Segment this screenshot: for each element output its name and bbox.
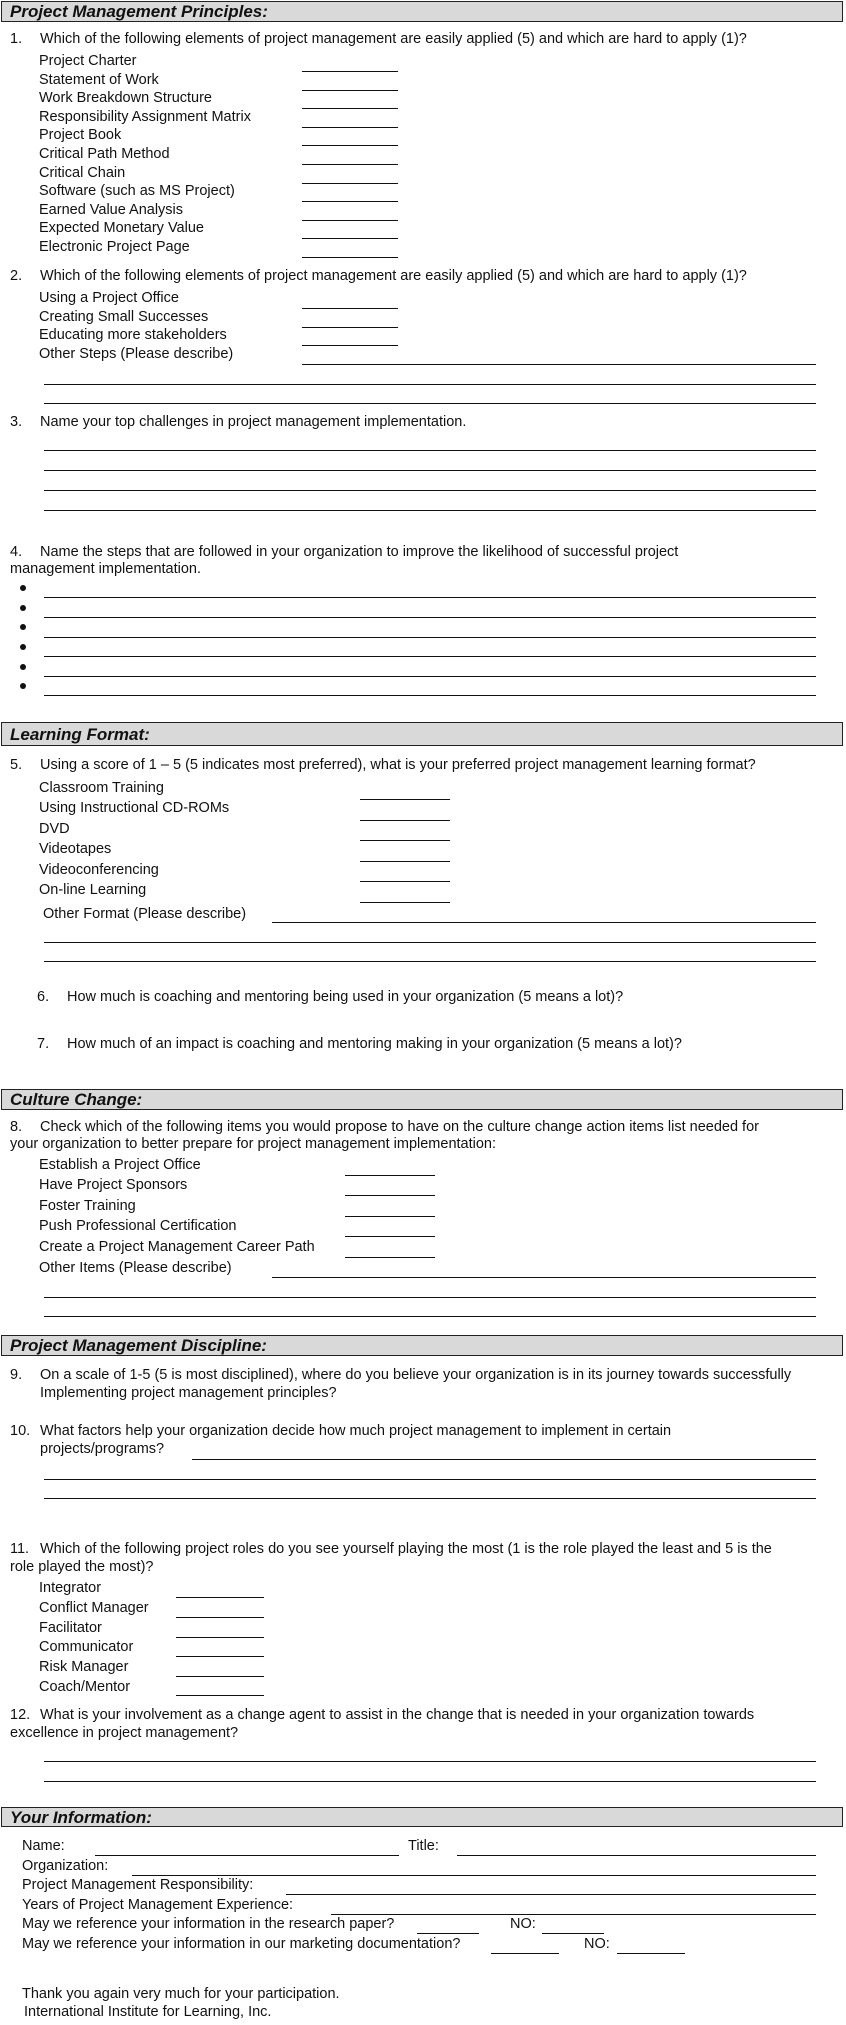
q1-item-label: Electronic Project Page <box>39 239 190 255</box>
question-number: 4. <box>10 544 23 560</box>
question-8-text: Check which of the following items you would propose to have on the culture change action items list needed for <box>40 1119 759 1135</box>
question-12-text-cont: excellence in project management? <box>10 1725 239 1741</box>
answer-line[interactable] <box>44 676 816 677</box>
question-1-text: Which of the following elements of project management are easily applied (5) and which are hard to apply (1)? <box>40 31 747 47</box>
thank-you-text: Thank you again very much for your participation. <box>22 1986 340 2002</box>
q2-item-label: Educating more stakeholders <box>39 327 227 343</box>
question-9-text-cont: Implementing project management principles? <box>40 1385 337 1401</box>
q11-item-label: Coach/Mentor <box>39 1679 131 1695</box>
answer-blank[interactable] <box>302 71 398 72</box>
answer-blank[interactable] <box>176 1676 264 1677</box>
q1-item-label: Earned Value Analysis <box>39 202 184 218</box>
answer-line[interactable] <box>272 1277 816 1278</box>
question-number: 2. <box>10 268 23 284</box>
q8-item-label: Establish a Project Office <box>39 1157 201 1173</box>
q5-other-label: Other Format (Please describe) <box>43 906 247 922</box>
bullet-icon <box>20 605 26 611</box>
answer-blank[interactable] <box>176 1597 264 1598</box>
answer-line[interactable] <box>272 922 816 923</box>
q8-item-label: Push Professional Certification <box>39 1218 237 1234</box>
question-4-text-cont: management implementation. <box>10 561 202 577</box>
responsibility-field[interactable] <box>286 1894 816 1895</box>
answer-line[interactable] <box>44 1498 816 1499</box>
q1-item-label: Statement of Work <box>39 72 159 88</box>
q1-item-label: Critical Path Method <box>39 146 170 162</box>
answer-blank[interactable] <box>302 164 398 165</box>
section-header-your-information <box>1 1807 843 1827</box>
experience-field[interactable] <box>331 1914 816 1915</box>
answer-line[interactable] <box>44 450 816 451</box>
answer-blank[interactable] <box>360 861 450 862</box>
q1-item-label: Project Book <box>39 127 122 143</box>
answer-line[interactable] <box>44 1316 816 1317</box>
answer-line[interactable] <box>44 942 816 943</box>
section-title: Project Management Discipline: <box>10 1336 267 1355</box>
question-4-text: Name the steps that are followed in your organization to improve the likelihood of successful project <box>40 544 679 560</box>
answer-blank[interactable] <box>302 183 398 184</box>
q8-item-label: Create a Project Management Career Path <box>39 1239 315 1255</box>
answer-blank[interactable] <box>360 840 450 841</box>
answer-line[interactable] <box>44 1761 816 1762</box>
answer-blank[interactable] <box>176 1637 264 1638</box>
answer-line[interactable] <box>44 510 816 511</box>
organization-label: Organization: <box>22 1858 109 1874</box>
section-header-learning-format <box>1 722 843 746</box>
experience-label: Years of Project Management Experience: <box>22 1897 294 1913</box>
question-number: 6. <box>37 989 50 1005</box>
section-header-project-management-principles <box>1 1 843 22</box>
q1-item-label: Responsibility Assignment Matrix <box>39 109 251 125</box>
answer-line[interactable] <box>44 637 816 638</box>
question-2-text: Which of the following elements of project management are easily applied (5) and which are hard to apply (1)? <box>40 268 747 284</box>
question-number: 12. <box>10 1707 31 1723</box>
question-7-text: How much of an impact is coaching and mentoring making in your organization (5 means a lot)? <box>67 1036 682 1052</box>
title-field[interactable] <box>457 1855 816 1856</box>
reference-research-yes-field[interactable] <box>417 1933 479 1934</box>
question-number: 5. <box>10 757 23 773</box>
answer-blank[interactable] <box>176 1656 264 1657</box>
answer-blank[interactable] <box>360 820 450 821</box>
organization-field[interactable] <box>132 1875 816 1876</box>
answer-blank[interactable] <box>360 902 450 903</box>
title-label: Title: <box>408 1838 439 1854</box>
section-title: Learning Format: <box>10 725 150 744</box>
q5-item-label: On-line Learning <box>39 882 147 898</box>
answer-line[interactable] <box>44 384 816 385</box>
q11-item-label: Communicator <box>39 1639 134 1655</box>
reference-research-no-field[interactable] <box>542 1933 604 1934</box>
answer-blank[interactable] <box>302 201 398 202</box>
question-number: 10. <box>10 1423 31 1439</box>
answer-blank[interactable] <box>302 220 398 221</box>
name-field[interactable] <box>95 1855 399 1856</box>
question-10-text-cont: projects/programs? <box>40 1441 165 1457</box>
answer-line[interactable] <box>44 403 816 404</box>
answer-blank[interactable] <box>345 1175 435 1176</box>
q1-item-label: Project Charter <box>39 53 137 69</box>
q1-item-label: Software (such as MS Project) <box>39 183 235 199</box>
q8-item-label: Foster Training <box>39 1198 136 1214</box>
answer-blank[interactable] <box>302 345 398 346</box>
answer-blank[interactable] <box>360 799 450 800</box>
answer-blank[interactable] <box>302 108 398 109</box>
question-8-text-cont: your organization to better prepare for project management implementation: <box>10 1136 497 1152</box>
reference-research-label: May we reference your information in the research paper? <box>22 1916 395 1932</box>
q2-item-label: Creating Small Successes <box>39 309 209 325</box>
answer-line[interactable] <box>44 597 816 598</box>
q11-item-label: Conflict Manager <box>39 1600 149 1616</box>
question-5-text: Using a score of 1 – 5 (5 indicates most preferred), what is your preferred project management learning format? <box>40 757 756 773</box>
answer-line[interactable] <box>44 1781 816 1782</box>
answer-line[interactable] <box>302 364 816 365</box>
answer-blank[interactable] <box>302 257 398 258</box>
question-number: 1. <box>10 31 23 47</box>
answer-blank[interactable] <box>302 145 398 146</box>
answer-line[interactable] <box>192 1459 816 1460</box>
answer-blank[interactable] <box>345 1236 435 1237</box>
question-number: 3. <box>10 414 23 430</box>
organization-signature: International Institute for Learning, Inc. <box>24 2004 272 2020</box>
answer-blank[interactable] <box>345 1195 435 1196</box>
question-6-text: How much is coaching and mentoring being used in your organization (5 means a lot)? <box>67 989 624 1005</box>
answer-line[interactable] <box>44 1479 816 1480</box>
q1-item-label: Critical Chain <box>39 165 126 181</box>
q1-item-label: Work Breakdown Structure <box>39 90 212 106</box>
section-header-culture-change <box>1 1089 843 1110</box>
question-12-text: What is your involvement as a change agent to assist in the change that is needed in your organization towards <box>40 1707 755 1723</box>
q11-item-label: Facilitator <box>39 1620 102 1636</box>
q1-item-label: Expected Monetary Value <box>39 220 204 236</box>
section-title: Culture Change: <box>10 1090 143 1109</box>
question-number: 11. <box>10 1541 30 1557</box>
question-9-text: On a scale of 1-5 (5 is most disciplined), where do you believe your organization is in its journey towards successfully <box>40 1367 792 1383</box>
answer-blank[interactable] <box>302 90 398 91</box>
answer-blank[interactable] <box>176 1617 264 1618</box>
answer-line[interactable] <box>44 961 816 962</box>
answer-blank[interactable] <box>302 127 398 128</box>
question-11-text: Which of the following project roles do you see yourself playing the most (1 is the role played the least and 5 is the <box>40 1541 772 1557</box>
answer-line[interactable] <box>44 470 816 471</box>
q5-item-label: Videoconferencing <box>39 862 159 878</box>
answer-line[interactable] <box>44 1297 816 1298</box>
answer-line[interactable] <box>44 490 816 491</box>
q5-item-label: Videotapes <box>39 841 112 857</box>
answer-line[interactable] <box>44 656 816 657</box>
q8-item-label: Have Project Sponsors <box>39 1177 188 1193</box>
no-label: NO: <box>510 1916 536 1932</box>
responsibility-label: Project Management Responsibility: <box>22 1877 254 1893</box>
question-number: 7. <box>37 1036 50 1052</box>
answer-line[interactable] <box>44 695 816 696</box>
question-number: 8. <box>10 1119 23 1135</box>
answer-blank[interactable] <box>360 881 450 882</box>
bullet-icon <box>20 585 26 591</box>
question-10-text: What factors help your organization decide how much project management to implement in certain <box>40 1423 672 1439</box>
bullet-icon <box>20 644 26 650</box>
question-11-text-cont: role played the most)? <box>10 1559 154 1575</box>
q2-other-label: Other Steps (Please describe) <box>39 346 234 362</box>
answer-line[interactable] <box>44 617 816 618</box>
answer-blank[interactable] <box>345 1257 435 1258</box>
q5-item-label: DVD <box>39 821 70 837</box>
q11-item-label: Risk Manager <box>39 1659 129 1675</box>
bullet-icon <box>20 664 26 670</box>
q5-item-label: Classroom Training <box>39 780 164 796</box>
q8-other-label: Other Items (Please describe) <box>39 1260 232 1276</box>
answer-blank[interactable] <box>345 1216 435 1217</box>
name-label: Name: <box>22 1838 65 1854</box>
reference-marketing-label: May we reference your information in our marketing documentation? <box>22 1936 461 1952</box>
section-header-project-management-discipline <box>1 1335 843 1356</box>
answer-blank[interactable] <box>302 327 398 328</box>
no-label: NO: <box>584 1936 610 1952</box>
question-number: 9. <box>10 1367 23 1383</box>
section-title: Project Management Principles: <box>10 2 268 21</box>
question-3-text: Name your top challenges in project management implementation. <box>40 414 467 430</box>
answer-blank[interactable] <box>302 308 398 309</box>
answer-blank[interactable] <box>176 1695 264 1696</box>
q2-item-label: Using a Project Office <box>39 290 179 306</box>
bullet-icon <box>20 624 26 630</box>
reference-marketing-no-field[interactable] <box>617 1953 685 1954</box>
bullet-icon <box>20 683 26 689</box>
section-title: Your Information: <box>10 1808 152 1827</box>
answer-blank[interactable] <box>302 238 398 239</box>
reference-marketing-yes-field[interactable] <box>491 1953 559 1954</box>
q11-item-label: Integrator <box>39 1580 102 1596</box>
q5-item-label: Using Instructional CD-ROMs <box>39 800 230 816</box>
